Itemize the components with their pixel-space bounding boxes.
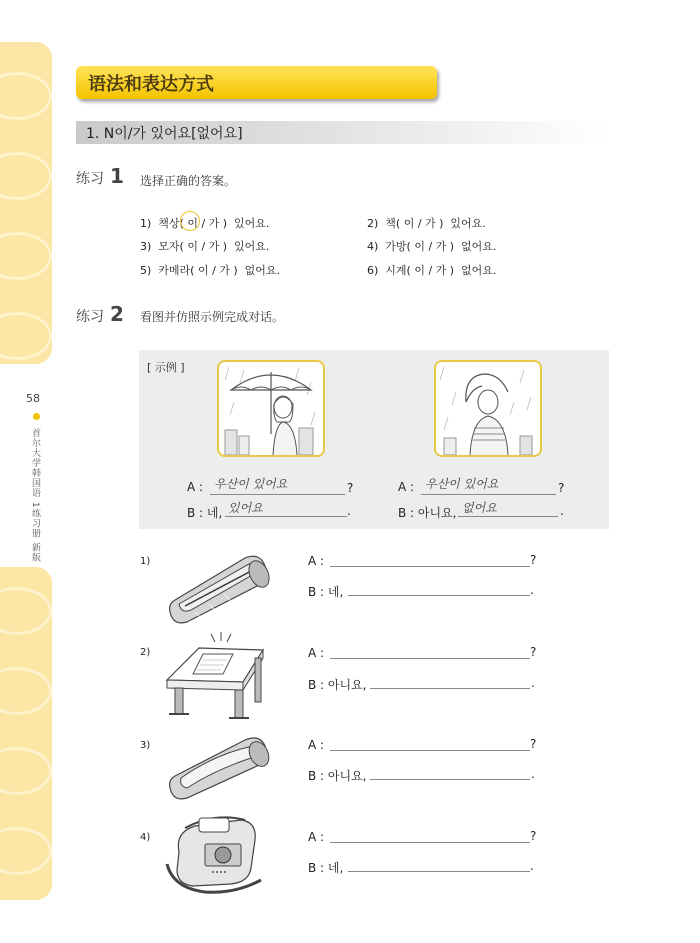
question-a-end: ? — [530, 829, 537, 843]
question-a-prefix: A : — [308, 738, 325, 752]
exercise1-label — [76, 164, 124, 188]
question-b-end: . — [530, 859, 534, 873]
exercise2-instruction: 看图并仿照示例完成对话。 — [140, 310, 285, 324]
exercise2-number: 2 — [110, 302, 124, 326]
question-number: 3) — [140, 740, 151, 751]
question-b-end: . — [531, 676, 535, 690]
example-b-answer: 있어요 — [228, 501, 263, 515]
question-a-end: ? — [530, 737, 537, 751]
question-a-prefix: A : — [308, 554, 325, 568]
cloud-pattern-icon — [0, 232, 52, 280]
cloud-pattern-icon — [0, 587, 52, 635]
question-b-prefix: B : 아니요, — [308, 678, 367, 692]
exercise1-item: 1) 책상( 이 / 가 ) 있어요. — [140, 217, 270, 230]
example-a-prefix: A : — [398, 480, 415, 494]
sidebar-decoration-top — [0, 42, 52, 364]
page-number: 58 — [26, 392, 40, 405]
answer-input-line[interactable] — [348, 871, 530, 872]
cloud-pattern-icon — [0, 72, 52, 120]
example-tag: [ 示例 ] — [147, 361, 185, 374]
example-b-underline — [225, 516, 347, 517]
answer-input-line[interactable] — [370, 779, 530, 780]
empty-pencil-case-illustration — [165, 730, 275, 806]
exercise1-item: 6) 시계( 이 / 가 ) 없어요. — [367, 264, 497, 277]
exercise2-label-text: 练习 — [76, 309, 104, 325]
example-a-end: ? — [347, 481, 354, 495]
exercise1-label-text: 练习 — [76, 171, 104, 187]
example-a-underline — [421, 494, 556, 495]
example-b-end: . — [560, 504, 564, 518]
example-b-answer: 없어요 — [462, 501, 497, 515]
question-a-prefix: A : — [308, 830, 325, 844]
section-title: 语法和表达方式 — [76, 66, 437, 99]
answer-input-line[interactable] — [330, 658, 530, 659]
answer-input-line[interactable] — [370, 688, 530, 689]
pencil-case-illustration — [165, 548, 275, 632]
question-b-prefix: B : 네, — [308, 861, 344, 875]
example-a-answer: 우산이 있어요 — [425, 477, 499, 491]
answer-input-line[interactable] — [330, 842, 530, 843]
example-b-prefix: B : 아니요, — [398, 506, 457, 520]
answer-input-line[interactable] — [330, 566, 530, 567]
question-b-end: . — [530, 583, 534, 597]
cloud-pattern-icon — [0, 152, 52, 200]
question-a-end: ? — [530, 553, 537, 567]
question-b-prefix: B : 네, — [308, 585, 344, 599]
cloud-pattern-icon — [0, 312, 52, 360]
exercise1-item: 2) 책( 이 / 가 ) 있어요. — [367, 217, 486, 230]
exercise1-instruction: 选择正确的答案。 — [140, 174, 237, 188]
question-b-prefix: B : 아니요, — [308, 769, 367, 783]
question-b-end: . — [531, 767, 535, 781]
answer-input-line[interactable] — [348, 595, 530, 596]
answer-circle-mark — [180, 211, 200, 231]
cloud-pattern-icon — [0, 667, 52, 715]
example-a-end: ? — [558, 481, 565, 495]
exercise1-number: 1 — [110, 164, 124, 188]
cloud-pattern-icon — [0, 827, 52, 875]
umbrella-woman-illustration — [217, 360, 325, 457]
question-number: 2) — [140, 647, 151, 658]
example-b-underline — [458, 516, 558, 517]
subsection-title: 1. N이/가 있어요[없어요] — [76, 121, 606, 144]
example-b-end: . — [347, 504, 351, 518]
cloud-pattern-icon — [0, 747, 52, 795]
exercise1-item: 3) 모자( 이 / 가 ) 있어요. — [140, 240, 270, 253]
page-dot-icon — [33, 413, 40, 420]
exercise2-label — [76, 302, 124, 326]
desk-illustration — [163, 632, 267, 728]
example-b-prefix: B : 네, — [187, 506, 223, 520]
example-a-prefix: A : — [187, 480, 204, 494]
answer-input-line[interactable] — [330, 750, 530, 751]
question-number: 1) — [140, 556, 151, 567]
exercise1-item: 4) 가방( 이 / 가 ) 없어요. — [367, 240, 497, 253]
example-a-answer: 우산이 있어요 — [214, 477, 288, 491]
bag-with-camera-illustration — [165, 812, 269, 898]
example-a-underline — [210, 494, 345, 495]
exercise1-item: 5) 카메라( 이 / 가 ) 없어요. — [140, 264, 281, 277]
question-a-end: ? — [530, 645, 537, 659]
sidebar-decoration-bottom — [0, 567, 52, 900]
rain-man-illustration — [434, 360, 542, 457]
question-a-prefix: A : — [308, 646, 325, 660]
book-title: 首尔大学韩国语 1练习册 新版 — [30, 428, 40, 563]
question-number: 4) — [140, 832, 151, 843]
